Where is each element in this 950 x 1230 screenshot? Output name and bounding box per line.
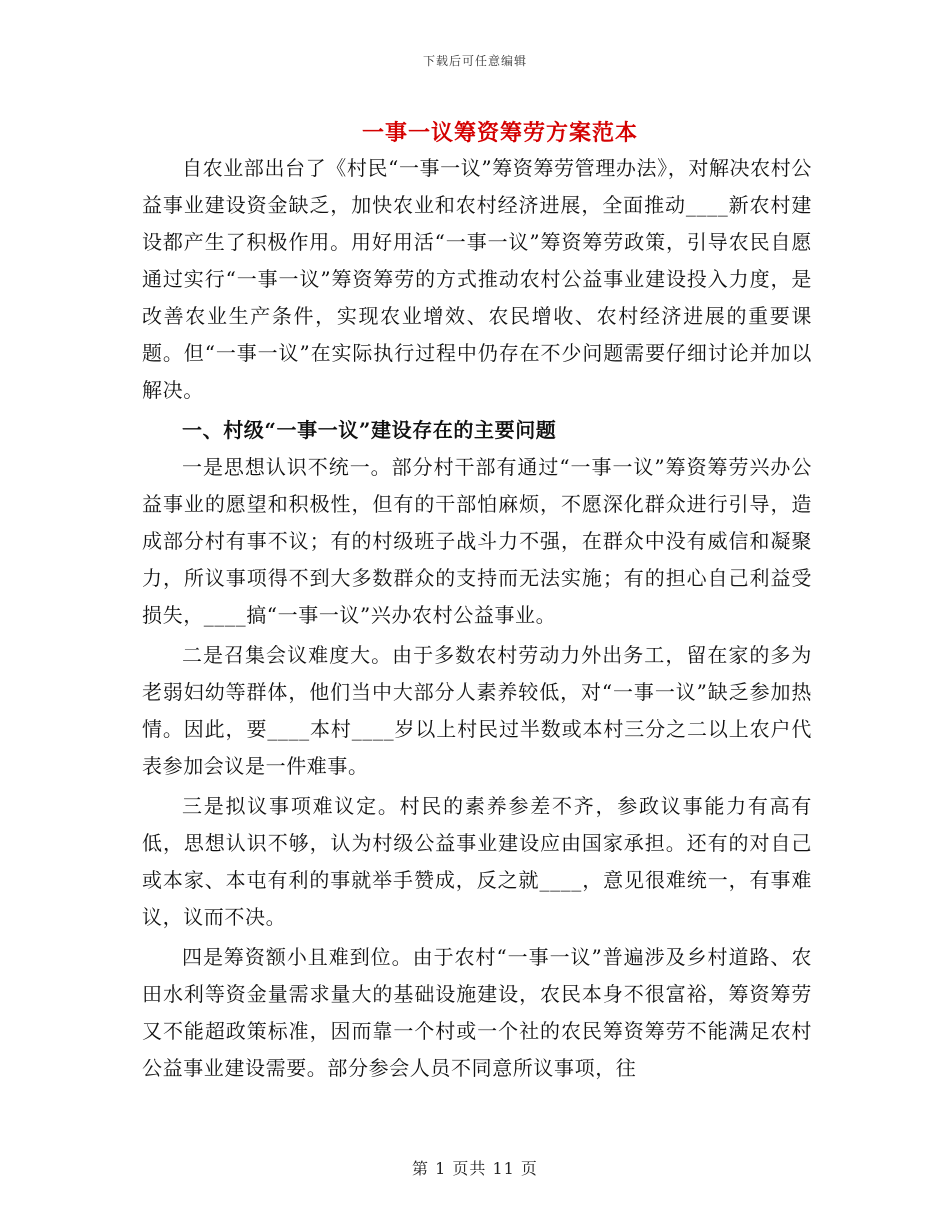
document-body [142,150,812,1087]
header-note: 下载后可任意编辑 [422,54,527,68]
intro-paragraph: 自农业部出台了《村民“一事一议”筹资筹劳管理办法》，对解决农村公益事业建设资金缺乏，加快农业和农村经济进展，全面推动____新农村建设都产生了积极作用。用好用活“一事一议”筹资筹劳政策，引导农民自愿通过实行“一事一议”筹资筹劳的方式推动农村公益事业建设投入力度，是改善农业生产条件，实现农业增效、农民增收、农村经济进展的重要课题。但“一事一议”在实际执行过程中仍存在不少问题需要仔细讨论并加以解决。 [142,156,812,402]
body-paragraph: 三是拟议事项难议定。村民的素养参差不齐，参政议事能力有高有低，思想认识不够，认为村级公益事业建设应由国家承担。还有的对自己或本家、本屯有利的事就举手赞成，反之就____，意见很难统一，有事难议，议而不决。 [142,794,812,929]
body-paragraph: 四是筹资额小且难到位。由于农村“一事一议”普遍涉及乡村道路、农田水利等资金量需求量大的基础设施建设，农民本身不很富裕，筹资筹劳又不能超政策标准，因而靠一个村或一个社的农民筹资筹劳不能满足农村公益事业建设需要。部分参会人员不同意所议事项，往 [142,945,812,1080]
document-title: 一事一议筹资筹劳方案范本 [361,120,638,146]
body-paragraph: 二是召集会议难度大。由于多数农村劳动力外出务工，留在家的多为老弱妇幼等群体，他们当中大部分人素养较低，对“一事一议”缺乏参加热情。因此，要____本村____岁以上村民过半数或本村三分之二以上农户代表参加会议是一件难事。 [142,643,812,778]
body-paragraph: 一是思想认识不统一。部分村干部有通过“一事一议”筹资筹劳兴办公益事业的愿望和积极性，但有的干部怕麻烦，不愿深化群众进行引导，造成部分村有事不议；有的村级班子战斗力不强，在群众中没有威信和凝聚力，所议事项得不到大多数群众的支持而无法实施；有的担心自己利益受损失，____搞“一事一议”兴办农村公益事业。 [142,455,812,627]
section-heading: 一、村级“一事一议”建设存在的主要问题 [182,418,557,442]
page-footer: 第 1 页共 11 页 [412,1159,538,1178]
